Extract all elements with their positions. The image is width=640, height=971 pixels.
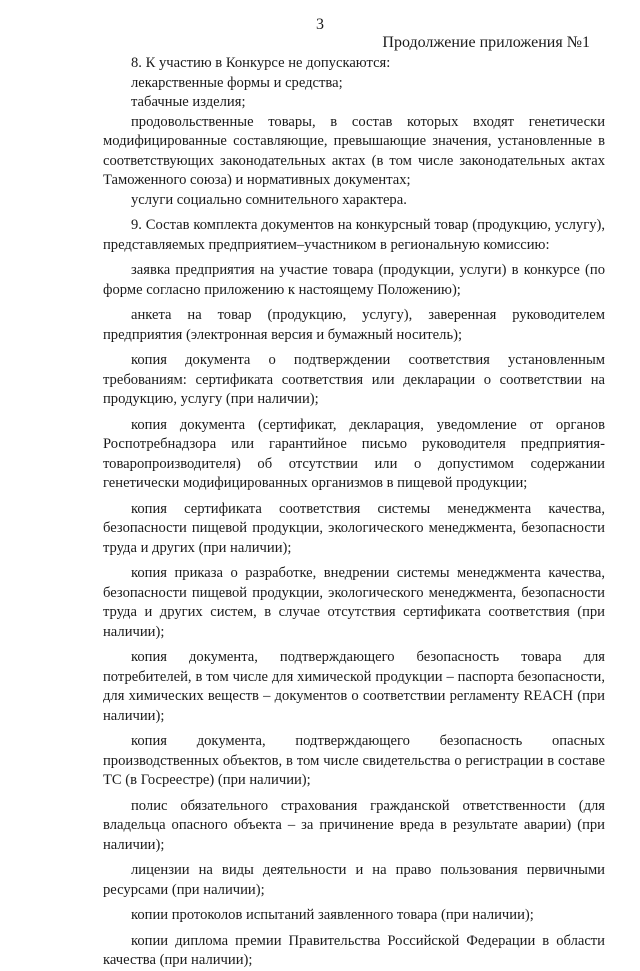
section-9-item: копия документа (сертификат, декларация, уведомление от органов Роспотребнадзора или гарантийное письмо руководителя предприятия-товаропроизводителя) об отсутствии или о допустимом содержании генетически модифицированных организмов в пищевой продукции; <box>103 416 605 491</box>
section-8-heading: 8. К участию в Конкурсе не допускаются: <box>131 55 391 71</box>
section-9-item: копия документа о подтверждении соответствия установленным требованиям: сертификата соответствия или декларации о соответствии на продукцию, услугу (при наличии); <box>103 352 605 407</box>
section-9-item: копии протоколов испытаний заявленного товара (при наличии); <box>131 907 534 923</box>
section-9-item: полис обязательного страхования гражданской ответственности (для владельца опасного объекта – за причинение вреда в результате аварии) (при наличии); <box>103 797 605 853</box>
section-8-item: табачные изделия; <box>131 94 246 110</box>
section-9-item: копия сертификата соответствия системы менеджмента качества, безопасности пищевой продукции, экологического менеджмента, безопасности труда и других (при наличии); <box>103 500 605 556</box>
section-9-heading: 9. Состав комплекта документов на конкурсный товар (продукцию, услугу), представляемых предприятием–участником в региональную комиссию: <box>103 217 605 253</box>
document-body <box>103 54 605 971</box>
section-8-item: продовольственные товары, в состав которых входят генетически модифицированные составляющие, превышающие значения, установленные в соответствующих законодательных актах (в том числе законодательных актах Таможенного союза) и нормативных документах; <box>103 113 605 188</box>
section-9-item: анкета на товар (продукцию, услугу), заверенная руководителем предприятия (электронная версия и бумажный носитель); <box>103 307 605 343</box>
appendix-continuation-note: Продолжение приложения №1 <box>382 34 590 51</box>
page-number: 3 <box>316 16 324 33</box>
section-9-item: копия документа, подтверждающего безопасность товара для потребителей, в том числе для химической продукции – паспорта безопасности, для химических веществ – документов о соответствии регламенту REACH (при наличии); <box>103 649 605 724</box>
section-9-item: копия документа, подтверждающего безопасность опасных производственных объектов, в том числе свидетельства о регистрации в составе ТС (в Госреестре) (при наличии); <box>103 733 605 788</box>
section-9-item: копии диплома премии Правительства Российской Федерации в области качества (при наличии); <box>103 932 605 968</box>
section-8-item: лекарственные формы и средства; <box>131 74 343 91</box>
section-9-item: лицензии на виды деятельности и на право пользования первичными ресурсами (при наличии); <box>103 862 605 898</box>
section-9-item: копия приказа о разработке, внедрении системы менеджмента качества, безопасности пищевой продукции, экологического менеджмента, безопасности труда и других систем, в случае отсутствия сертификата соответствия (при наличии); <box>103 565 605 640</box>
section-9-item: заявка предприятия на участие товара (продукции, услуги) в конкурсе (по форме согласно приложению к настоящему Положению); <box>103 262 605 298</box>
section-8-item: услуги социально сомнительного характера. <box>131 191 407 208</box>
